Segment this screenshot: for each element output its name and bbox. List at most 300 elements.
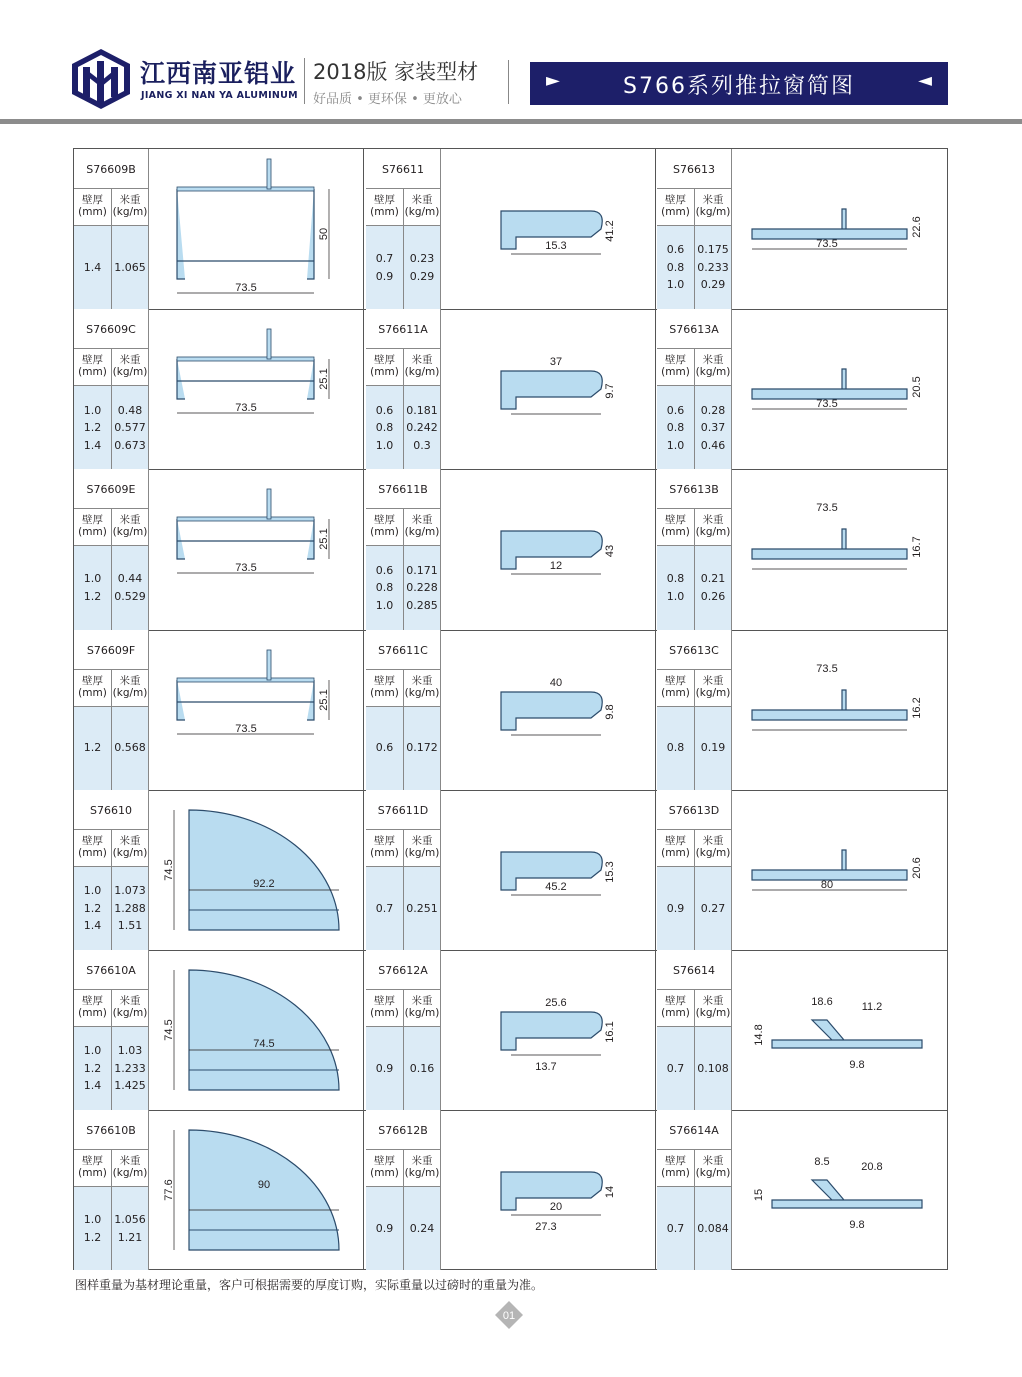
- dimension-label: 73.5: [816, 398, 838, 411]
- thickness-header-unit: (mm): [661, 206, 690, 218]
- weight-header-label: 米重: [119, 1155, 141, 1168]
- arrow-left-icon: ◄: [918, 70, 932, 91]
- weight-header: [112, 830, 149, 867]
- weight-value: 0.228: [406, 581, 438, 595]
- profile-drawing-cell: [732, 630, 947, 790]
- profile-code-cell: [657, 469, 732, 509]
- weight-value: 0.577: [114, 421, 146, 435]
- weight-values: [404, 546, 441, 629]
- thickness-values: [657, 867, 695, 950]
- weight-header: [404, 990, 441, 1027]
- thickness-values: [657, 226, 695, 309]
- thickness-header-unit: (mm): [661, 1007, 690, 1019]
- weight-header-label: 米重: [411, 674, 433, 687]
- weight-values: [695, 867, 732, 950]
- profile-drawing: [149, 790, 364, 950]
- profile-code-cell: [74, 950, 149, 990]
- profile-drawing-cell: [441, 309, 656, 469]
- weight-values: [112, 386, 149, 469]
- weight-header: [695, 509, 732, 546]
- weight-values: [112, 707, 149, 790]
- weight-value: 0.172: [406, 741, 438, 755]
- profile-drawing-cell: [149, 950, 364, 1110]
- profile-code: S76609F: [86, 643, 136, 657]
- profile-code-cell: [657, 1110, 732, 1150]
- weight-header-unit: (kg/m): [404, 1007, 440, 1019]
- dimension-label: 27.3: [535, 1221, 557, 1234]
- frame-top-flange: [177, 517, 314, 521]
- frame-profile: [177, 359, 314, 399]
- company-name-en: JIANG XI NAN YA ALUMINUM: [141, 90, 298, 101]
- weight-header-label: 米重: [702, 834, 724, 847]
- thickness-value: 1.0: [375, 438, 394, 452]
- weight-header-label: 米重: [119, 194, 141, 206]
- profile-code-cell: [74, 149, 149, 189]
- profile-drawing-cell: [149, 469, 364, 629]
- dimension-label: 12: [549, 560, 563, 573]
- dimension-label: 15.3: [545, 239, 567, 252]
- thickness-value: 1.2: [83, 741, 102, 755]
- thickness-header-label: 壁厚: [665, 1155, 686, 1168]
- profile-code-cell: [366, 469, 441, 509]
- thickness-header: [657, 830, 695, 867]
- thickness-header-label: 壁厚: [665, 995, 686, 1007]
- weight-header-unit: (kg/m): [404, 526, 440, 539]
- weight-header-label: 米重: [411, 995, 433, 1007]
- weight-header-unit: (kg/m): [404, 686, 440, 699]
- profile-drawing: [732, 309, 947, 469]
- page-number: 01: [502, 1310, 516, 1322]
- weight-values: [404, 386, 441, 469]
- thickness-value: 0.7: [666, 1222, 685, 1236]
- dimension-label: 22.6: [910, 216, 923, 238]
- thickness-values: [366, 386, 404, 469]
- weight-header: [404, 670, 441, 707]
- weight-header-label: 米重: [411, 354, 433, 367]
- weight-header-unit: (kg/m): [112, 1007, 148, 1019]
- weight-values: [404, 707, 441, 790]
- dimension-label: 20: [549, 1201, 563, 1214]
- thickness-header-unit: (mm): [370, 1007, 399, 1019]
- thickness-header-label: 壁厚: [665, 514, 686, 527]
- thickness-value: 0.8: [666, 572, 685, 586]
- weight-value: 0.27: [700, 901, 726, 915]
- dimension-label: 73.5: [816, 662, 838, 675]
- thickness-header-unit: (mm): [370, 526, 399, 539]
- thickness-value: 1.4: [83, 919, 102, 933]
- thickness-header: [657, 189, 695, 226]
- company-logo: [70, 47, 132, 111]
- profile-code: S76613D: [668, 803, 720, 817]
- dimension-label: 14: [603, 1186, 616, 1199]
- profile-drawing-cell: [441, 790, 656, 950]
- thickness-value: 0.7: [666, 1061, 685, 1075]
- thickness-header-label: 壁厚: [374, 674, 395, 687]
- profile-drawing: [732, 469, 947, 629]
- thickness-value: 0.6: [375, 741, 394, 755]
- thickness-values: [657, 546, 695, 629]
- dimension-label: 9.8: [603, 703, 616, 720]
- thickness-header: [74, 670, 112, 707]
- dimension-label: 73.5: [816, 502, 838, 515]
- thickness-value: 0.6: [666, 403, 685, 417]
- thickness-header-label: 壁厚: [82, 1155, 103, 1168]
- weight-values: [404, 1187, 441, 1270]
- dimension-label: 74.5: [163, 859, 176, 881]
- thickness-header: [657, 509, 695, 546]
- sash-profile: [752, 850, 907, 880]
- profile-code: S76611: [382, 163, 424, 176]
- thickness-value: 0.9: [375, 1222, 394, 1236]
- thickness-value: 1.4: [83, 1079, 102, 1093]
- weight-value: 0.108: [697, 1061, 729, 1075]
- weight-header-unit: (kg/m): [404, 1167, 440, 1180]
- weight-value: 0.16: [409, 1061, 435, 1075]
- weight-header-unit: (kg/m): [695, 1167, 731, 1180]
- weight-header-unit: (kg/m): [695, 206, 731, 218]
- dimension-label: 90: [257, 1179, 271, 1192]
- thickness-values: [657, 1187, 695, 1270]
- profile-code: S76609C: [86, 323, 136, 337]
- profile-drawing-cell: [441, 469, 656, 629]
- weight-header: [404, 1150, 441, 1187]
- thickness-header: [657, 349, 695, 386]
- page-title: S766系列推拉窗简图: [623, 74, 855, 99]
- thickness-header: [74, 189, 112, 226]
- thickness-header-unit: (mm): [370, 206, 399, 218]
- catalog-edition: 2018版 家装型材: [313, 60, 479, 84]
- frame-profile: [177, 189, 314, 279]
- profile-code-cell: [657, 790, 732, 830]
- weight-value: 1.056: [114, 1213, 146, 1227]
- profile-code: S76614A: [669, 1124, 719, 1138]
- profile-drawing: [441, 630, 656, 790]
- sash-profile: [501, 1012, 602, 1050]
- weight-value: 1.288: [114, 901, 146, 915]
- profile-code: S76610A: [86, 964, 136, 977]
- profile-code: S76613C: [669, 643, 719, 657]
- thickness-header-label: 壁厚: [82, 194, 103, 206]
- weight-value: 0.251: [406, 901, 438, 915]
- thickness-header: [657, 990, 695, 1027]
- dimension-label: 73.5: [235, 402, 257, 415]
- profile-code-cell: [657, 630, 732, 670]
- header-divider: [304, 58, 305, 104]
- weight-header: [404, 189, 441, 226]
- weight-header-label: 米重: [702, 514, 724, 527]
- thickness-values: [366, 707, 404, 790]
- weight-header-label: 米重: [702, 194, 724, 206]
- thickness-header: [74, 349, 112, 386]
- weight-values: [112, 1187, 149, 1270]
- thickness-header-label: 壁厚: [82, 834, 103, 847]
- thickness-header: [74, 990, 112, 1027]
- frame-profile: [177, 680, 314, 720]
- weight-header-label: 米重: [119, 834, 141, 847]
- profile-drawing: [149, 469, 364, 629]
- weight-header: [695, 1150, 732, 1187]
- weight-header-unit: (kg/m): [112, 1167, 148, 1180]
- thickness-values: [657, 386, 695, 469]
- weight-header-unit: (kg/m): [695, 526, 731, 539]
- weight-value: 0.568: [114, 741, 146, 755]
- profile-code: S76610B: [86, 1124, 136, 1138]
- thickness-value: 0.6: [375, 403, 394, 417]
- thickness-header: [74, 1150, 112, 1187]
- weight-value: 1.073: [114, 884, 146, 898]
- dimension-label: 16.7: [910, 536, 923, 559]
- slogan: 好品质 • 更环保 • 更放心: [313, 92, 462, 107]
- thickness-values: [74, 226, 112, 309]
- company-name-cn: 江西南亚铝业: [140, 59, 297, 88]
- weight-values: [695, 226, 732, 309]
- profile-code: S76613: [673, 163, 715, 176]
- profile-drawing-cell: [149, 149, 364, 309]
- profile-drawing-cell: [732, 309, 947, 469]
- weight-value: 0.084: [697, 1222, 729, 1236]
- thickness-header: [366, 990, 404, 1027]
- profile-drawing-cell: [732, 790, 947, 950]
- dimension-label: 9.7: [603, 383, 616, 399]
- profile-drawing-cell: [732, 469, 947, 629]
- thickness-value: 0.8: [666, 260, 685, 274]
- weight-value: 0.29: [409, 269, 435, 283]
- frame-fin: [267, 489, 271, 519]
- dimension-label: 16.1: [603, 1021, 616, 1043]
- series-banner: [530, 62, 948, 105]
- weight-header-unit: (kg/m): [695, 366, 731, 379]
- weight-value: 1.51: [117, 919, 143, 933]
- profile-drawing-cell: [149, 790, 364, 950]
- thickness-value: 0.9: [375, 269, 394, 283]
- thickness-header: [657, 1150, 695, 1187]
- thickness-header-unit: (mm): [370, 846, 399, 859]
- weight-header-label: 米重: [119, 995, 141, 1007]
- weight-header: [404, 349, 441, 386]
- thickness-value: 1.0: [83, 1044, 102, 1058]
- thickness-value: 1.4: [83, 438, 102, 452]
- profile-drawing-cell: [441, 149, 656, 309]
- frame-fin: [267, 650, 271, 680]
- weight-values: [112, 226, 149, 309]
- thickness-value: 1.2: [83, 589, 102, 603]
- weight-header-label: 米重: [119, 674, 141, 687]
- weight-value: 0.3: [413, 438, 431, 452]
- thickness-values: [657, 1027, 695, 1110]
- thickness-header-label: 壁厚: [374, 514, 395, 527]
- thickness-value: 0.9: [375, 1061, 394, 1075]
- dimension-label: 45.2: [545, 880, 567, 893]
- profile-code: S76611B: [378, 483, 428, 497]
- dimension-label: 73.5: [816, 237, 838, 250]
- thickness-value: 0.8: [666, 741, 685, 755]
- dimension-label: 20.5: [910, 376, 923, 398]
- sash-profile: [752, 209, 907, 239]
- profile-code-cell: [366, 630, 441, 670]
- thickness-value: 1.0: [666, 278, 685, 292]
- frame-profile: [177, 519, 314, 559]
- profile-code: S76612A: [378, 964, 428, 977]
- weight-header-label: 米重: [702, 1155, 724, 1168]
- profile-code: S76609B: [86, 163, 136, 176]
- weight-header-label: 米重: [411, 194, 433, 206]
- thickness-header-unit: (mm): [78, 206, 107, 218]
- profile-code-cell: [74, 469, 149, 509]
- weight-header-unit: (kg/m): [404, 206, 440, 218]
- dimension-label: 11.2: [861, 1000, 883, 1013]
- thickness-header-label: 壁厚: [665, 354, 686, 367]
- weight-values: [404, 1027, 441, 1110]
- profile-drawing-cell: [441, 1110, 656, 1270]
- thickness-header: [366, 349, 404, 386]
- thickness-header-label: 壁厚: [374, 1155, 395, 1168]
- profile-code-cell: [657, 149, 732, 189]
- weight-values: [404, 867, 441, 950]
- profile-code: S76614: [673, 964, 715, 977]
- profile-drawing: [441, 950, 656, 1110]
- profile-drawing: [441, 1110, 656, 1270]
- weight-value: 0.19: [700, 741, 726, 755]
- weight-header: [112, 349, 149, 386]
- weight-header-label: 米重: [411, 1155, 433, 1168]
- dimension-label: 15: [753, 1189, 766, 1202]
- frame-fin: [267, 329, 271, 359]
- profile-drawing: [149, 149, 364, 309]
- dimension-label: 74.5: [253, 1037, 275, 1050]
- thickness-header-label: 壁厚: [374, 194, 395, 206]
- thickness-header-label: 壁厚: [665, 834, 686, 847]
- profile-code-cell: [366, 309, 441, 349]
- frame-top-flange: [177, 187, 314, 191]
- arc-profile: [189, 970, 339, 1090]
- profile-code-cell: [74, 630, 149, 670]
- thickness-values: [74, 1187, 112, 1270]
- weight-header-label: 米重: [702, 995, 724, 1007]
- profile-drawing-cell: [149, 630, 364, 790]
- thickness-values: [74, 1027, 112, 1110]
- profile-drawing-cell: [441, 630, 656, 790]
- thickness-header: [657, 670, 695, 707]
- profile-drawing-cell: [732, 149, 947, 309]
- thickness-header-unit: (mm): [661, 526, 690, 539]
- thickness-value: 0.8: [666, 421, 685, 435]
- sash-profile: [501, 692, 602, 730]
- thickness-header-label: 壁厚: [374, 354, 395, 367]
- thickness-header: [366, 509, 404, 546]
- dimension-label: 40: [549, 676, 563, 689]
- profile-drawing: [149, 950, 364, 1110]
- profile-code-cell: [366, 950, 441, 990]
- dimension-label: 20.8: [861, 1161, 883, 1174]
- weight-values: [695, 386, 732, 469]
- dimension-label: 74.5: [163, 1019, 176, 1041]
- thickness-value: 1.0: [375, 598, 394, 612]
- thickness-values: [366, 1027, 404, 1110]
- weight-header-label: 米重: [702, 674, 724, 687]
- thickness-header-unit: (mm): [661, 1167, 690, 1180]
- thickness-header-unit: (mm): [78, 686, 107, 699]
- thickness-header-unit: (mm): [78, 526, 107, 539]
- frame-top-flange: [177, 357, 314, 361]
- weight-value: 0.285: [406, 598, 438, 612]
- thickness-header: [74, 509, 112, 546]
- thickness-header-unit: (mm): [78, 366, 107, 379]
- thickness-header: [366, 670, 404, 707]
- weight-header: [404, 509, 441, 546]
- profile-code: S76611A: [378, 323, 428, 337]
- thickness-value: 1.0: [83, 403, 102, 417]
- weight-header-unit: (kg/m): [112, 526, 148, 539]
- thickness-value: 1.0: [83, 884, 102, 898]
- weight-value: 0.26: [700, 589, 726, 603]
- weight-value: 0.21: [700, 572, 726, 586]
- profile-drawing: [441, 469, 656, 629]
- thickness-header-label: 壁厚: [374, 995, 395, 1007]
- weight-header-label: 米重: [411, 514, 433, 527]
- thickness-values: [74, 546, 112, 629]
- weight-values: [112, 1027, 149, 1110]
- weight-header-unit: (kg/m): [695, 686, 731, 699]
- dimension-label: 18.6: [811, 995, 833, 1008]
- weight-value: 0.44: [117, 572, 143, 586]
- thickness-header: [366, 1150, 404, 1187]
- thickness-values: [366, 1187, 404, 1270]
- dimension-label: 92.2: [253, 877, 275, 890]
- weight-header-label: 米重: [119, 354, 141, 367]
- thickness-header-unit: (mm): [78, 846, 107, 859]
- profile-drawing-cell: [732, 1110, 947, 1270]
- glazing-profile: [772, 1180, 922, 1208]
- weight-value: 0.37: [700, 421, 726, 435]
- profile-code: S76613A: [669, 323, 719, 337]
- thickness-header-label: 壁厚: [82, 514, 103, 527]
- thickness-header-unit: (mm): [661, 686, 690, 699]
- weight-value: 1.21: [117, 1230, 143, 1244]
- thickness-value: 1.0: [83, 572, 102, 586]
- profile-drawing: [732, 630, 947, 790]
- thickness-value: 1.2: [83, 421, 102, 435]
- profile-code-cell: [74, 1110, 149, 1150]
- thickness-value: 0.6: [666, 243, 685, 257]
- weight-header-unit: (kg/m): [695, 846, 731, 859]
- thickness-header-unit: (mm): [661, 846, 690, 859]
- thickness-header-label: 壁厚: [82, 674, 103, 687]
- frame-fin: [267, 159, 271, 189]
- sash-profile: [752, 369, 907, 399]
- dimension-label: 9.8: [849, 1058, 865, 1071]
- weight-values: [695, 707, 732, 790]
- profile-code: S76611C: [378, 643, 428, 657]
- dimension-label: 43: [603, 545, 616, 558]
- thickness-value: 1.0: [83, 1213, 102, 1227]
- profile-drawing-cell: [732, 950, 947, 1110]
- thickness-header: [366, 189, 404, 226]
- weight-header: [695, 189, 732, 226]
- weight-header: [695, 830, 732, 867]
- sash-profile: [752, 690, 907, 720]
- weight-header-label: 米重: [411, 834, 433, 847]
- thickness-value: 0.8: [375, 421, 394, 435]
- profile-code: S76609E: [86, 483, 136, 497]
- header-rule: [0, 119, 1022, 124]
- thickness-values: [366, 546, 404, 629]
- thickness-header-label: 壁厚: [665, 674, 686, 687]
- weight-value: 0.46: [700, 438, 726, 452]
- thickness-value: 0.7: [375, 252, 394, 266]
- weight-value: 0.29: [700, 278, 726, 292]
- thickness-header-unit: (mm): [661, 366, 690, 379]
- sash-profile: [501, 371, 602, 409]
